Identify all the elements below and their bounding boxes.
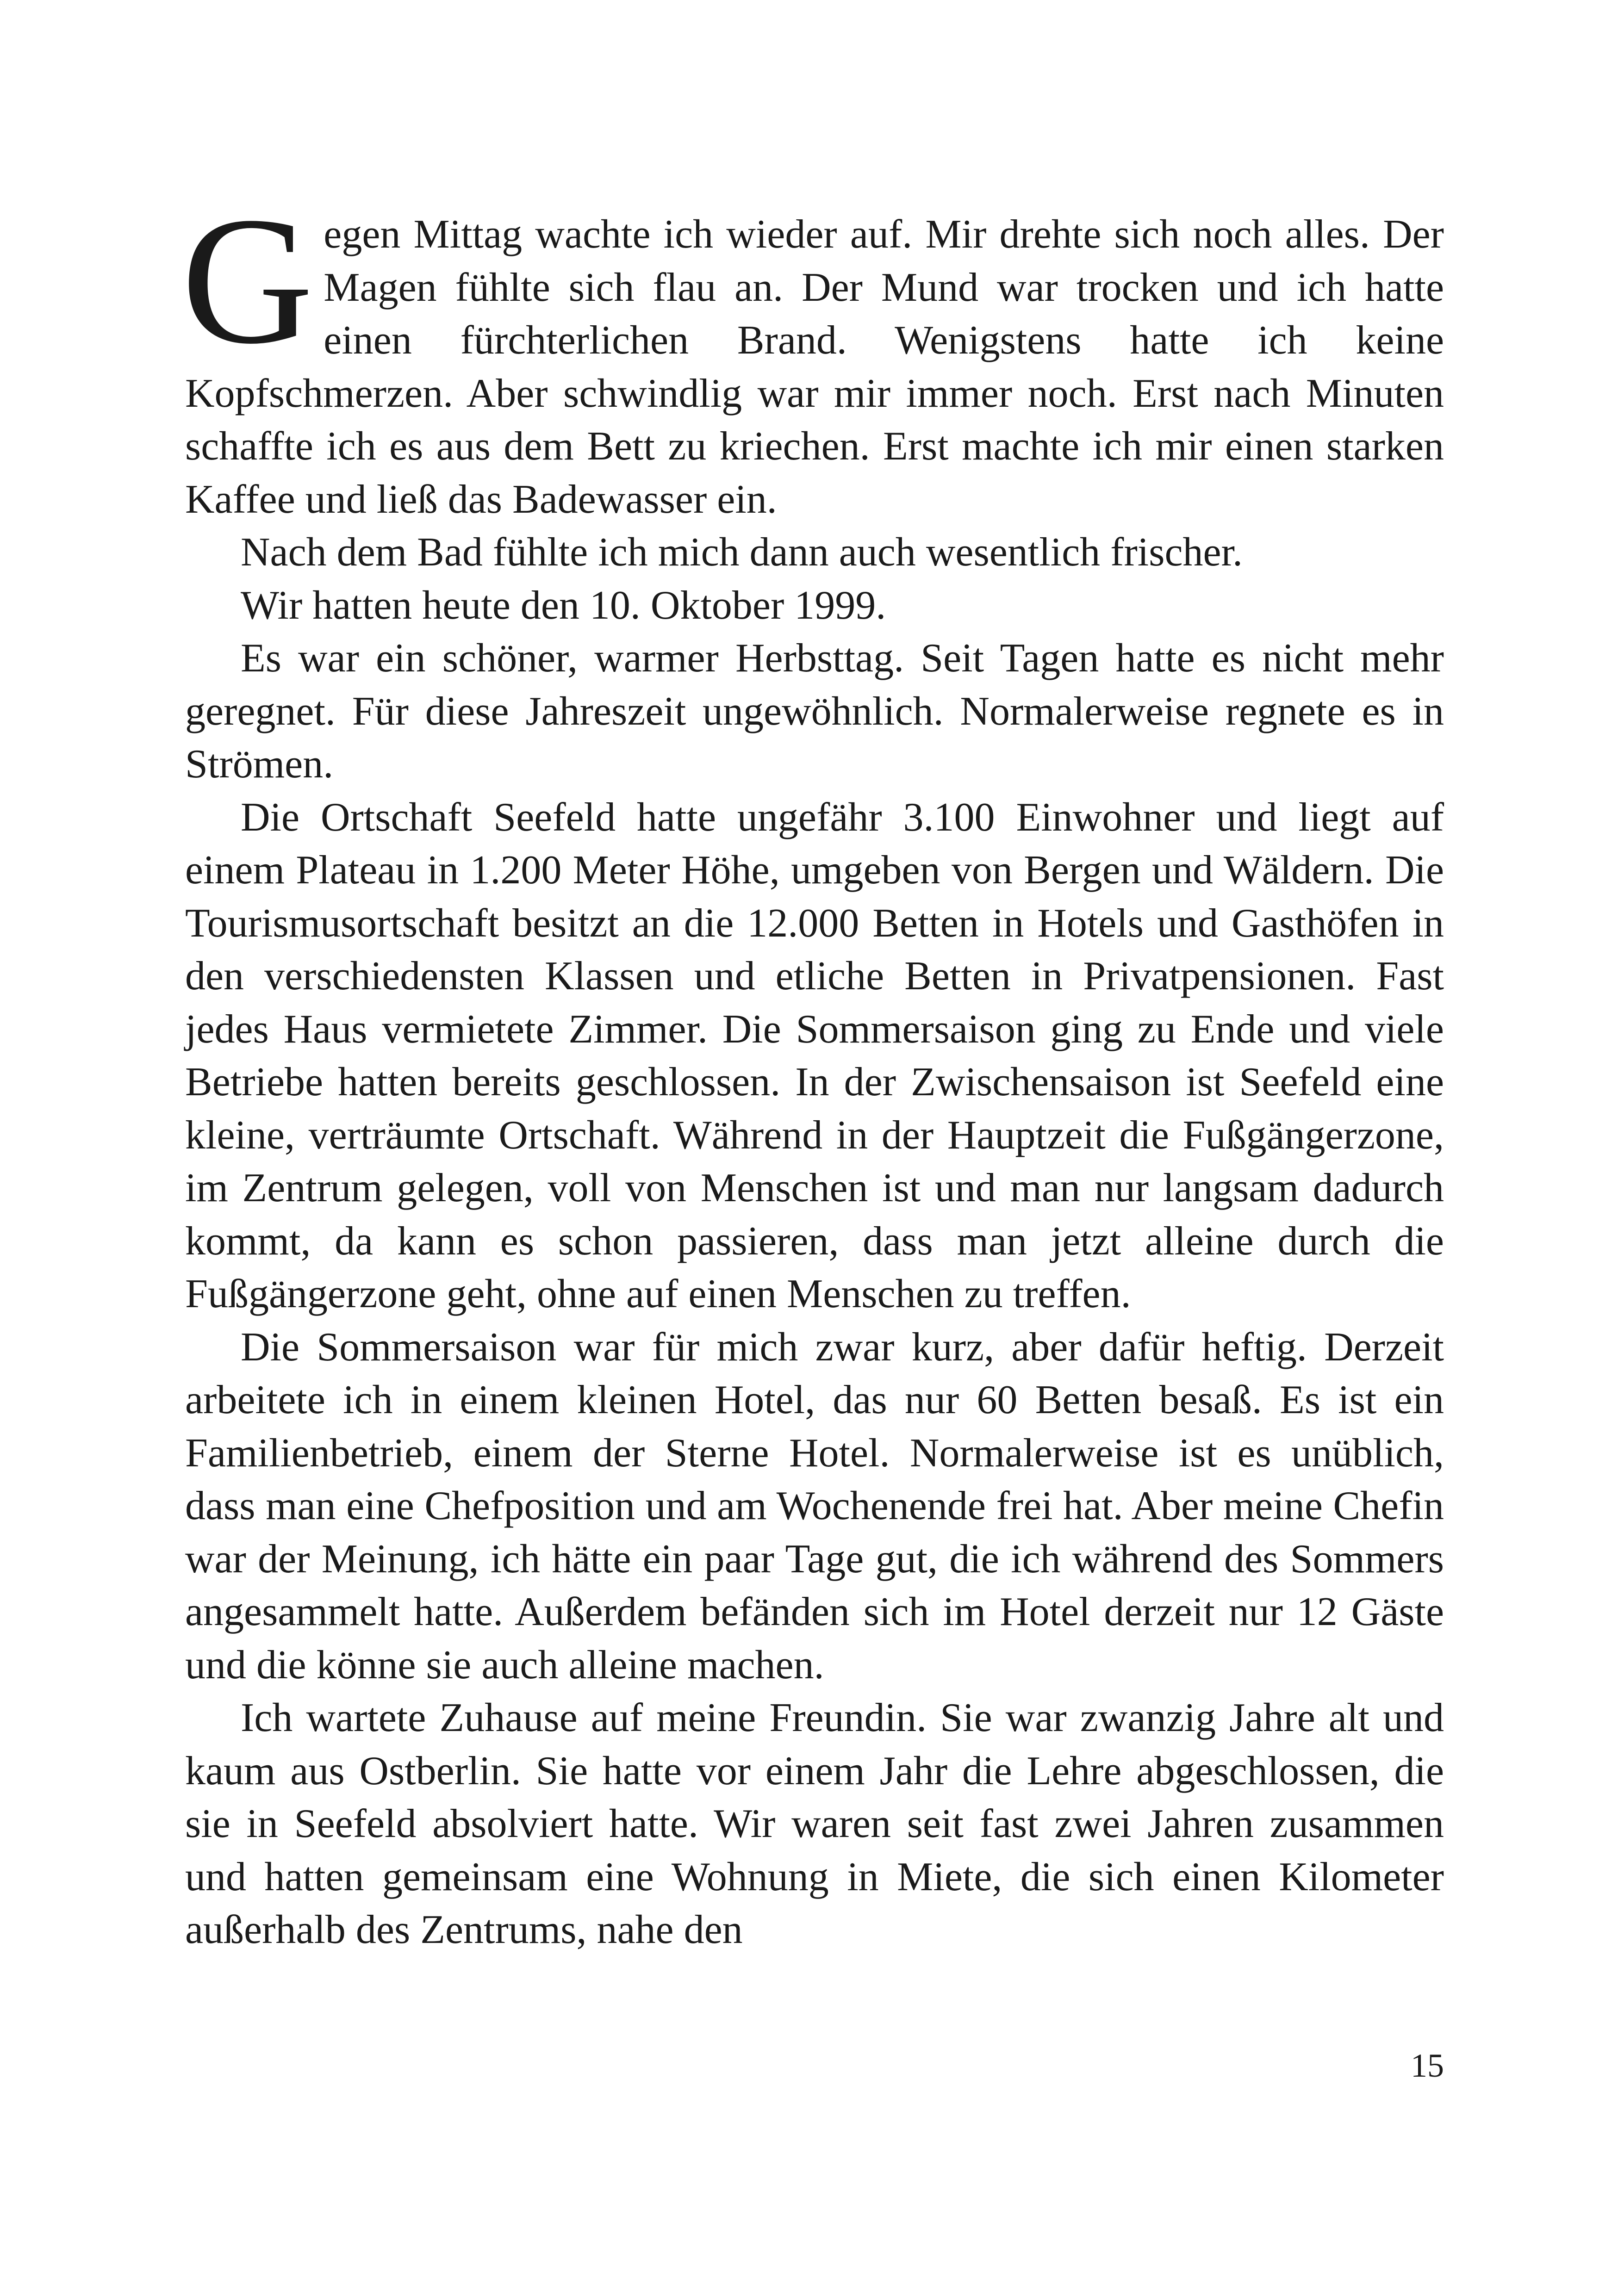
page-number: 15 bbox=[1411, 2047, 1444, 2084]
paragraph: Es war ein schöner, warmer Herbsttag. Seit Tagen hatte es nicht mehr geregnet. Für diese Jahreszeit ungewöhnlich. Normalerweise regnete es in Strömen. bbox=[185, 636, 1444, 787]
opening-paragraph-text: egen Mittag wachte ich wieder auf. Mir drehte sich noch alles. Der Magen fühlte sich flau an. Der Mund war trocken und ich hatte einen fürchterlichen Brand. Wenigstens hatte ich keine Kopfschmerzen. Aber schwindlig war mir immer noch. Erst nach Minuten schaffte ich es aus dem Bett zu kriechen. Erst machte ich mir einen starken Kaffee und ließ das Badewasser ein. bbox=[185, 212, 1444, 522]
book-page-body bbox=[181, 180, 1444, 1957]
opening-paragraph bbox=[181, 180, 1444, 526]
paragraph: Wir hatten heute den 10. Oktober 1999. bbox=[241, 583, 886, 628]
paragraph: Die Ortschaft Seefeld hatte ungefähr 3.100 Einwohner und liegt auf einem Plateau in 1.200 Meter Höhe, umgeben von Bergen und Wäldern. Die Tourismusortschaft besitzt an die 12.000 Betten in Hotels und Gasthöfen in den verschiedensten Klassen und etliche Betten in Privatpensionen. Fast jedes Haus vermietete Zimmer. Die Sommersaison ging zu Ende und viele Betriebe hatten bereits geschlossen. In der Zwischensaison ist Seefeld eine kleine, verträumte Ortschaft. Während in der Hauptzeit die Fußgängerzone, im Zentrum gelegen, voll von Menschen ist und man nur langsam dadurch kommt, da kann es schon passieren, dass man jetzt alleine durch die Fußgängerzone geht, ohne auf einen Menschen zu treffen. bbox=[185, 794, 1444, 1316]
paragraph: Ich wartete Zuhause auf meine Freundin. Sie war zwanzig Jahre alt und kaum aus Ostberlin. Sie hatte vor einem Jahr die Lehre abgeschlossen, die sie in Seefeld absolviert hatte. Wir waren seit fast zwei Jahren zusammen und hatten gemeinsam eine Wohnung in Miete, die sich einen Kilometer außerhalb des Zentrums, nahe den bbox=[185, 1695, 1444, 1952]
paragraph: Nach dem Bad fühlte ich mich dann auch wesentlich frischer. bbox=[241, 530, 1243, 575]
paragraph: Die Sommersaison war für mich zwar kurz, aber dafür heftig. Derzeit arbeitete ich in einem kleinen Hotel, das nur 60 Betten besaß. Es ist ein Familienbetrieb, einem der Sterne Hotel. Normalerweise ist es unüblich, dass man eine Chefposition und am Wochenende frei hat. Aber meine Chefin war der Meinung, ich hätte ein paar Tage gut, die ich während des Sommers angesammelt hatte. Außerdem befänden sich im Hotel derzeit nur 12 Gäste und die könne sie auch alleine machen. bbox=[185, 1324, 1444, 1688]
drop-cap: G bbox=[181, 180, 314, 382]
